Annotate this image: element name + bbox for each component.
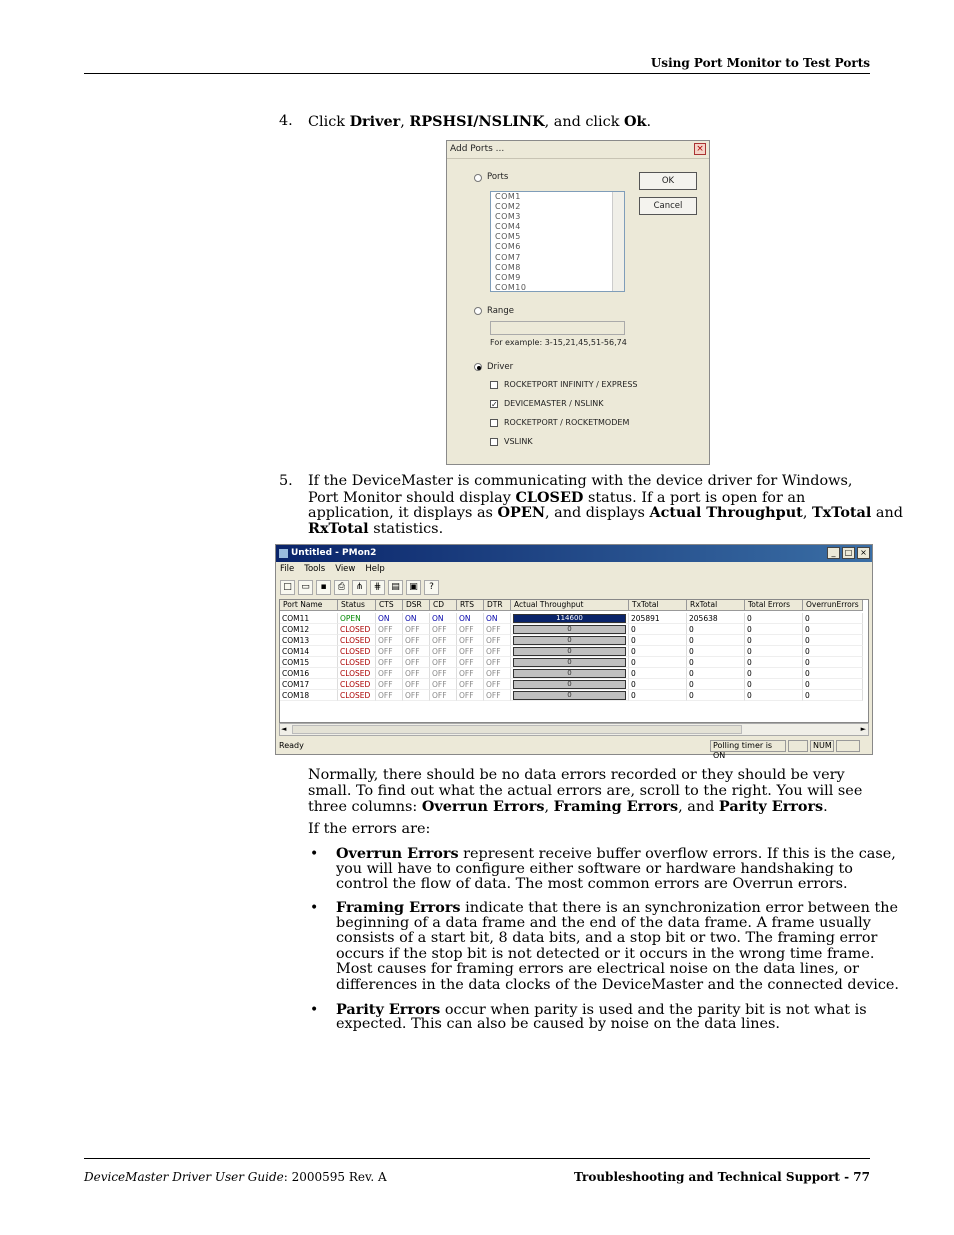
port-list-item[interactable]: COM6 xyxy=(495,242,521,252)
throughput-bar: 0 xyxy=(513,658,626,667)
scroll-left-icon[interactable]: ◄ xyxy=(281,725,287,733)
pmon2-titlebar xyxy=(276,545,872,562)
maximize-button[interactable]: □ xyxy=(842,547,855,559)
list-icon[interactable]: ▤ xyxy=(388,580,403,595)
step-4-text: Click Driver, RPSHSI/NSLINK, and click Ok. xyxy=(308,113,652,130)
table-cell: OFF xyxy=(376,657,403,668)
column-header[interactable]: DSR xyxy=(403,600,430,611)
range-input[interactable] xyxy=(490,321,625,335)
table-cell: OPEN xyxy=(338,613,376,624)
throughput-bar: 0 xyxy=(513,680,626,689)
throughput-bar: 114600 xyxy=(513,614,626,623)
range-example: For example: 3-15,21,45,51-56,74 xyxy=(490,338,627,347)
table-row[interactable] xyxy=(280,613,863,624)
port-icon[interactable]: ⋔ xyxy=(352,580,367,595)
table-cell: CLOSED xyxy=(338,690,376,701)
menu-item[interactable]: File xyxy=(280,564,295,574)
print-icon[interactable]: ⎙ xyxy=(334,580,349,595)
throughput-bar: 0 xyxy=(513,691,626,700)
menu-bar xyxy=(280,564,385,574)
table-cell xyxy=(511,668,629,679)
table-cell: ON xyxy=(376,613,403,624)
table-cell: CLOSED xyxy=(338,657,376,668)
column-header[interactable]: CTS xyxy=(376,600,403,611)
table-cell: OFF xyxy=(457,668,484,679)
table-cell: 0 xyxy=(687,679,745,690)
bullet-mark: • xyxy=(310,846,319,862)
bullet-mark: • xyxy=(310,900,319,916)
port-list-item[interactable]: COM2 xyxy=(495,202,521,212)
port-list-item[interactable]: COM1 xyxy=(495,192,521,201)
save-icon[interactable]: ▪ xyxy=(316,580,331,595)
throughput-bar: 0 xyxy=(513,647,626,656)
column-header[interactable]: RxTotal xyxy=(687,600,745,611)
table-cell: 0 xyxy=(745,624,803,635)
table-cell xyxy=(511,679,629,690)
table-cell: 0 xyxy=(803,690,863,701)
table-cell: ON xyxy=(403,613,430,624)
help-icon[interactable]: ? xyxy=(424,580,439,595)
table-cell: COM16 xyxy=(280,668,338,679)
table-cell: OFF xyxy=(376,646,403,657)
app-icon xyxy=(279,549,288,558)
table-row[interactable] xyxy=(280,646,863,657)
cancel-button[interactable]: Cancel xyxy=(639,197,697,215)
driver-option-label: VSLINK xyxy=(504,437,533,446)
table-cell: OFF xyxy=(484,646,511,657)
table-cell: 205638 xyxy=(687,613,745,624)
ok-button[interactable]: OK xyxy=(639,172,697,190)
table-cell: 0 xyxy=(687,646,745,657)
open-icon[interactable]: ▭ xyxy=(298,580,313,595)
minimize-button[interactable]: _ xyxy=(827,547,840,559)
throughput-bar: 0 xyxy=(513,625,626,634)
port-list-item[interactable]: COM5 xyxy=(495,232,521,242)
table-row[interactable] xyxy=(280,635,863,646)
table-cell: OFF xyxy=(403,657,430,668)
status-bar xyxy=(276,739,872,760)
range-label: Range xyxy=(487,306,514,316)
step-5-line-4: RxTotal statistics. xyxy=(308,520,444,537)
table-cell: OFF xyxy=(430,690,457,701)
column-header[interactable]: Actual Throughput xyxy=(511,600,629,611)
running-header: Using Port Monitor to Test Ports xyxy=(650,56,870,70)
driver-option-label: ROCKETPORT INFINITY / EXPRESS xyxy=(504,380,638,389)
port-list-item[interactable]: COM7 xyxy=(495,252,521,262)
table-cell: 0 xyxy=(687,668,745,679)
step-5-number: 5. xyxy=(279,473,293,489)
table-cell: OFF xyxy=(457,646,484,657)
table-cell: OFF xyxy=(484,690,511,701)
column-header[interactable]: DTR xyxy=(484,600,511,611)
column-header[interactable]: Status xyxy=(338,600,376,611)
driver-checkbox[interactable] xyxy=(490,381,498,389)
bullet-2-line-4: occurs if the stop bit is not detected or it occurs in the wrong time frame. xyxy=(336,946,875,962)
table-cell: COM17 xyxy=(280,679,338,690)
step-5-line-1: If the DeviceMaster is communicating with the device driver for Windows, xyxy=(308,473,853,489)
menu-item[interactable]: Help xyxy=(365,564,385,574)
table-cell: OFF xyxy=(430,657,457,668)
table-cell: 0 xyxy=(687,657,745,668)
table-cell: OFF xyxy=(403,635,430,646)
table-row[interactable] xyxy=(280,668,863,679)
step-5-line-3: application, it displays as OPEN, and displays Actual Throughput, TxTotal and xyxy=(308,504,903,521)
dialog-title: Add Ports ... xyxy=(450,144,505,154)
table-cell: OFF xyxy=(403,690,430,701)
menu-item[interactable]: Tools xyxy=(304,564,326,574)
table-cell: 0 xyxy=(803,679,863,690)
table-cell: 0 xyxy=(629,624,687,635)
table-cell: ON xyxy=(430,613,457,624)
table-cell: OFF xyxy=(403,624,430,635)
para-1-line-2: small. To find out what the actual errors are, scroll to the right. You will see xyxy=(308,783,863,799)
table-cell: OFF xyxy=(430,635,457,646)
para-1-line-3: three columns: Overrun Errors, Framing Errors, and Parity Errors. xyxy=(308,798,828,815)
table-cell: OFF xyxy=(403,646,430,657)
port-list-item[interactable]: COM8 xyxy=(495,262,521,272)
table-cell: OFF xyxy=(484,624,511,635)
header-rule xyxy=(84,73,870,74)
table-cell: CLOSED xyxy=(338,646,376,657)
table-cell: 0 xyxy=(745,690,803,701)
table-cell: OFF xyxy=(484,679,511,690)
table-cell: OFF xyxy=(484,657,511,668)
table-cell: COM11 xyxy=(280,613,338,624)
table-cell: 205891 xyxy=(629,613,687,624)
toolbar xyxy=(280,580,439,595)
table-row[interactable] xyxy=(280,657,863,668)
ports-label: Ports xyxy=(487,172,509,182)
table-cell: OFF xyxy=(484,635,511,646)
throughput-bar: 0 xyxy=(513,669,626,678)
port-list-item[interactable]: COM10 xyxy=(495,282,527,292)
port-grid xyxy=(279,599,869,723)
step-5-line-2: Port Monitor should display CLOSED status. If a port is open for an xyxy=(308,489,806,506)
bullet-2-line-5: Most causes for framing errors are electrical noise on the data lines, or xyxy=(336,961,859,977)
port-list-item[interactable]: COM3 xyxy=(495,212,521,222)
table-cell: OFF xyxy=(376,635,403,646)
table-cell: OFF xyxy=(430,646,457,657)
table-cell: 0 xyxy=(803,635,863,646)
port-list-item[interactable]: COM4 xyxy=(495,222,521,232)
table-cell: OFF xyxy=(457,657,484,668)
table-cell: OFF xyxy=(403,679,430,690)
status-num: NUM xyxy=(810,740,834,752)
table-cell: 0 xyxy=(629,646,687,657)
column-header[interactable]: Total Errors xyxy=(745,600,803,611)
table-cell: OFF xyxy=(457,679,484,690)
table-cell: 0 xyxy=(687,690,745,701)
table-cell: OFF xyxy=(457,635,484,646)
column-header[interactable]: Port Name xyxy=(280,600,338,611)
ports-listbox[interactable] xyxy=(490,191,625,292)
bullet-2-line-6: differences in the data clocks of the DeviceMaster and the connected device. xyxy=(336,977,899,993)
table-cell: OFF xyxy=(403,668,430,679)
table-cell: 0 xyxy=(745,613,803,624)
status-ready: Ready xyxy=(279,741,304,750)
table-cell: 0 xyxy=(687,624,745,635)
footer-guide-title: DeviceMaster Driver User Guide: 2000595 Rev. A xyxy=(84,1170,387,1184)
table-cell: 0 xyxy=(745,646,803,657)
bullet-1-line-2: you will have to configure either software or hardware handshaking to xyxy=(336,861,853,877)
table-cell: OFF xyxy=(376,624,403,635)
table-cell: OFF xyxy=(430,679,457,690)
step-4-number: 4. xyxy=(279,113,293,129)
table-cell: ON xyxy=(457,613,484,624)
bullet-2-line-2: beginning of a data frame and the end of the data frame. A frame usually xyxy=(336,915,871,931)
bullet-1-line-3: control the flow of data. The most common errors are Overrun errors. xyxy=(336,876,848,892)
table-cell: CLOSED xyxy=(338,624,376,635)
table-cell xyxy=(511,690,629,701)
table-row[interactable] xyxy=(280,690,863,701)
table-row[interactable] xyxy=(280,679,863,690)
bullet-mark: • xyxy=(310,1002,319,1018)
bullet-3-line-2: expected. This can also be caused by noise on the data lines. xyxy=(336,1016,780,1032)
table-cell xyxy=(511,646,629,657)
table-cell: COM12 xyxy=(280,624,338,635)
table-cell: 0 xyxy=(803,646,863,657)
driver-option-label: ROCKETPORT / ROCKETMODEM xyxy=(504,418,630,427)
driver-checkbox[interactable]: ✓ xyxy=(491,400,498,409)
table-cell: 0 xyxy=(629,635,687,646)
bullet-3-line-1: Parity Errors occur when parity is used and the parity bit is not what is xyxy=(336,1001,867,1018)
driver-label: Driver xyxy=(487,362,514,372)
table-cell: 0 xyxy=(745,679,803,690)
throughput-bar: 0 xyxy=(513,636,626,645)
add-ports-dialog xyxy=(446,140,710,465)
status-blank-pane xyxy=(788,740,808,752)
bullet-2-line-3: consists of a start bit, 8 data bits, and a stop bit or two. The framing error xyxy=(336,930,878,946)
scroll-right-icon[interactable]: ► xyxy=(860,725,866,733)
table-cell: COM13 xyxy=(280,635,338,646)
table-cell: 0 xyxy=(745,657,803,668)
column-header[interactable]: RTS xyxy=(457,600,484,611)
table-cell: OFF xyxy=(484,668,511,679)
table-cell: COM15 xyxy=(280,657,338,668)
driver-checkbox[interactable] xyxy=(490,438,498,446)
new-icon[interactable]: □ xyxy=(280,580,295,595)
table-cell xyxy=(511,657,629,668)
close-button[interactable]: × xyxy=(857,547,870,559)
table-cell: 0 xyxy=(629,668,687,679)
status-blank-pane-2 xyxy=(836,740,860,752)
table-cell: 0 xyxy=(803,657,863,668)
table-cell: OFF xyxy=(376,679,403,690)
horizontal-scrollbar[interactable] xyxy=(279,723,869,736)
bullet-2-line-1: Framing Errors indicate that there is an synchronization error between the xyxy=(336,899,899,916)
para-2: If the errors are: xyxy=(308,821,431,837)
table-cell: OFF xyxy=(376,668,403,679)
table-cell: OFF xyxy=(376,690,403,701)
footer-rule xyxy=(84,1158,870,1159)
table-cell: 0 xyxy=(629,690,687,701)
table-cell: CLOSED xyxy=(338,679,376,690)
bullet-1-line-1: Overrun Errors represent receive buffer overflow errors. If this is the case, xyxy=(336,845,896,862)
table-cell: 0 xyxy=(803,668,863,679)
table-cell: OFF xyxy=(430,624,457,635)
column-header[interactable]: OverrunErrors xyxy=(803,600,863,611)
port-list-item[interactable]: COM9 xyxy=(495,272,521,282)
table-cell: ON xyxy=(484,613,511,624)
table-cell: 0 xyxy=(803,624,863,635)
table-cell: 0 xyxy=(803,613,863,624)
port-remove-icon[interactable]: ⋕ xyxy=(370,580,385,595)
menu-item[interactable]: View xyxy=(335,564,356,574)
driver-radio[interactable] xyxy=(474,363,482,371)
footer-page: Troubleshooting and Technical Support - 77 xyxy=(573,1170,870,1184)
pmon2-window xyxy=(275,544,873,760)
table-cell: COM14 xyxy=(280,646,338,657)
table-cell: CLOSED xyxy=(338,635,376,646)
scroll-thumb[interactable] xyxy=(292,725,742,734)
table-cell: COM18 xyxy=(280,690,338,701)
column-header[interactable]: TxTotal xyxy=(629,600,687,611)
status-polling-timer: Polling timer is ON xyxy=(710,740,786,752)
column-header[interactable]: CD xyxy=(430,600,457,611)
dialog-close-button[interactable]: × xyxy=(694,143,706,155)
table-cell xyxy=(511,624,629,635)
table-cell: 0 xyxy=(745,668,803,679)
stop-icon[interactable]: ▣ xyxy=(406,580,421,595)
table-cell: 0 xyxy=(629,657,687,668)
table-cell: 0 xyxy=(629,679,687,690)
ports-radio[interactable] xyxy=(474,174,482,182)
table-row[interactable] xyxy=(280,624,863,635)
dialog-titlebar xyxy=(447,141,709,159)
driver-option-label: DEVICEMASTER / NSLINK xyxy=(504,399,604,408)
range-radio[interactable] xyxy=(474,307,482,315)
table-cell xyxy=(511,613,629,624)
table-cell: OFF xyxy=(457,624,484,635)
table-cell: OFF xyxy=(457,690,484,701)
table-cell: 0 xyxy=(687,635,745,646)
driver-checkbox[interactable] xyxy=(490,419,498,427)
pmon2-title: Untitled - PMon2 xyxy=(291,548,377,558)
ports-list-scrollbar[interactable] xyxy=(612,192,624,291)
table-cell: 0 xyxy=(745,635,803,646)
table-cell: CLOSED xyxy=(338,668,376,679)
grid-header xyxy=(280,600,863,611)
table-cell xyxy=(511,635,629,646)
table-cell: OFF xyxy=(430,668,457,679)
para-1-line-1: Normally, there should be no data errors recorded or they should be very xyxy=(308,767,845,783)
